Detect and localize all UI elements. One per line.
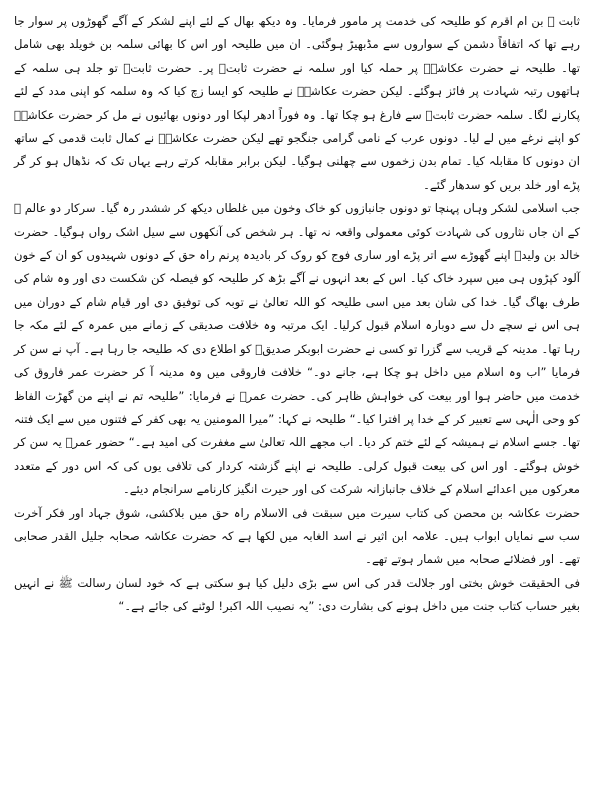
paragraph-burial-and-tulayha: جب اسلامی لشکر وہاں پہنچا تو دونوں جانبازوں کو خاک وخون میں غلطاں دیکھ کر ششدر رہ گیا۔ سرکار دو عالم ﷺ کے ان جاں نثاروں کی شہادت کوئی معمولی واقعہ نہ تھا۔ ہر شخص کی آنکھوں سے سیل اشک رواں ہوگیا۔ حضرت خالد بن ولیدؓ اپنے گھوڑے سے اتر پڑے اور ساری فوج کو روک کر بادیدہ پرنم راہ حق کے دونوں شہیدوں کو ان کے خون آلود کپڑوں ہی میں سپرد خاک کیا۔ اس کے بعد انہوں نے آگے بڑھ کر طلیحہ کو فیصلہ کن شکست دی اور وہ شام کی طرف بھاگ گیا۔ خدا کی شان بعد میں اسی طلیحہ کو اللہ تعالیٰ نے توبہ کی توفیق دی اور قیام شام کے دوران میں ہی اس نے سچے دل سے دوبارہ اسلام قبول کرلیا۔ ایک مرتبہ وہ خلافت صدیقی کے زمانے میں عمرہ کے لئے مکہ جا رہا تھا۔ مدینہ کے قریب سے گزرا تو کسی نے حضرت ابوبکر صدیقؓ کو اطلاع دی کہ طلیحہ جا رہا ہے۔ آپ نے سن کر فرمایا ”اب وہ اسلام میں داخل ہو چکا ہے، جانے دو۔“ خلافت فاروقی میں وہ مدینہ آ کر حضرت عمر فاروق کی خدمت میں حاضر ہوا اور بیعت کی خواہش ظاہر کی۔ حضرت عمرؓ نے فرمایا: ”طلیحہ تم نے اپنے من گھڑت الفاظ کو وحی الٰہی سے تعبیر کر کے خدا پر افترا کیا۔“ طلیحہ نے کہا: ”میرا المومنین یہ بھی کفر کے فتنوں میں سے ایک فتنہ تھا۔ جسے اسلام نے ہمیشہ کے لئے ختم کر دیا۔ اب مجھے اللہ تعالیٰ سے مغفرت کی امید ہے۔“ حضور عمرؓ یہ سن کر خوش ہوگئے۔ اور اس کی بیعت قبول کرلی۔ طلیحہ نے اپنے گزشتہ کردار کی تلافی یوں کی کہ اس دور کے متعدد معرکوں میں اعدائے اسلام کے خلاف جانبازانہ شرکت کی اور حیرت انگیز کارنامے سرانجام دیئے۔ [14, 201, 580, 497]
paragraph-glad-tidings: فی الحقیقت خوش بختی اور جلالت قدر کی اس سے بڑی دلیل کیا ہو سکتی ہے کہ خود لسان رسالت ﷺ نے انہیں بغیر حساب کتاب جنت میں داخل ہونے کی بشارت دی: ”یہ نصیب اللہ اکبر! لوٹنے کی جائے ہے۔“ [14, 575, 580, 614]
paragraph-ukkasha-virtues: حضرت عکاشہ بن محصن کی کتاب سیرت میں سبقت فی الاسلام راہ حق میں بلاکشی، شوق جہاد اور فکر آخرت سب سے نمایاں ابواب ہیں۔ علامہ ابن اثیر نے اسد الغابہ میں لکھا ہے کہ حضرت عکاشہ صحابہ جلیل القدر صحابی تھے۔ اور فضلائے صحابہ میں شمار ہوتے تھے۔ [14, 505, 580, 567]
paragraph-battle-account: ثابت ؓ بن ام اقرم کو طلیحہ کی خدمت پر مامور فرمایا۔ وہ دیکھ بھال کے لئے اپنے لشکر کے آگے گھوڑوں پر سوار جا رہے تھا کہ اتفاقاً دشمن کے سواروں سے مڈبھیڑ ہوگئی۔ ان میں طلیحہ اور اس کا بھائی سلمہ بن خویلد بھی شامل تھا۔ طلیحہ نے حضرت عکاشہؓ پر حملہ کیا اور سلمہ نے حضرت ثابتؓ پر۔ حضرت ثابتؓ تو جلد ہی سلمہ کے ہاتھوں رتبہ شہادت پر فائز ہوگئے۔ لیکن حضرت عکاشہؓ نے طلیحہ کو ایسا زچ کیا کہ وہ سلمہ کو اپنی مدد کے لئے پکارنے لگا۔ سلمہ حضرت ثابتؓ سے فارغ ہو چکا تھا۔ وہ فوراً ادھر لپکا اور دونوں بھائیوں نے مل کر حضرت عکاشہؓ کو اپنے نرغے میں لے لیا۔ دونوں عرب کے نامی گرامی جنگجو تھے لیکن حضرت عکاشہؓ نے کمال ثابت قدمی کے ساتھ ان دونوں کا مقابلہ کیا۔ تمام بدن زخموں سے چھلنی ہوگیا۔ لیکن برابر مقابلہ کرتے رہے یہاں تک کہ نڈھال ہو کر گر پڑے اور خلد بریں کو سدھار گئے۔ [14, 14, 580, 192]
document-page [14, 10, 580, 792]
